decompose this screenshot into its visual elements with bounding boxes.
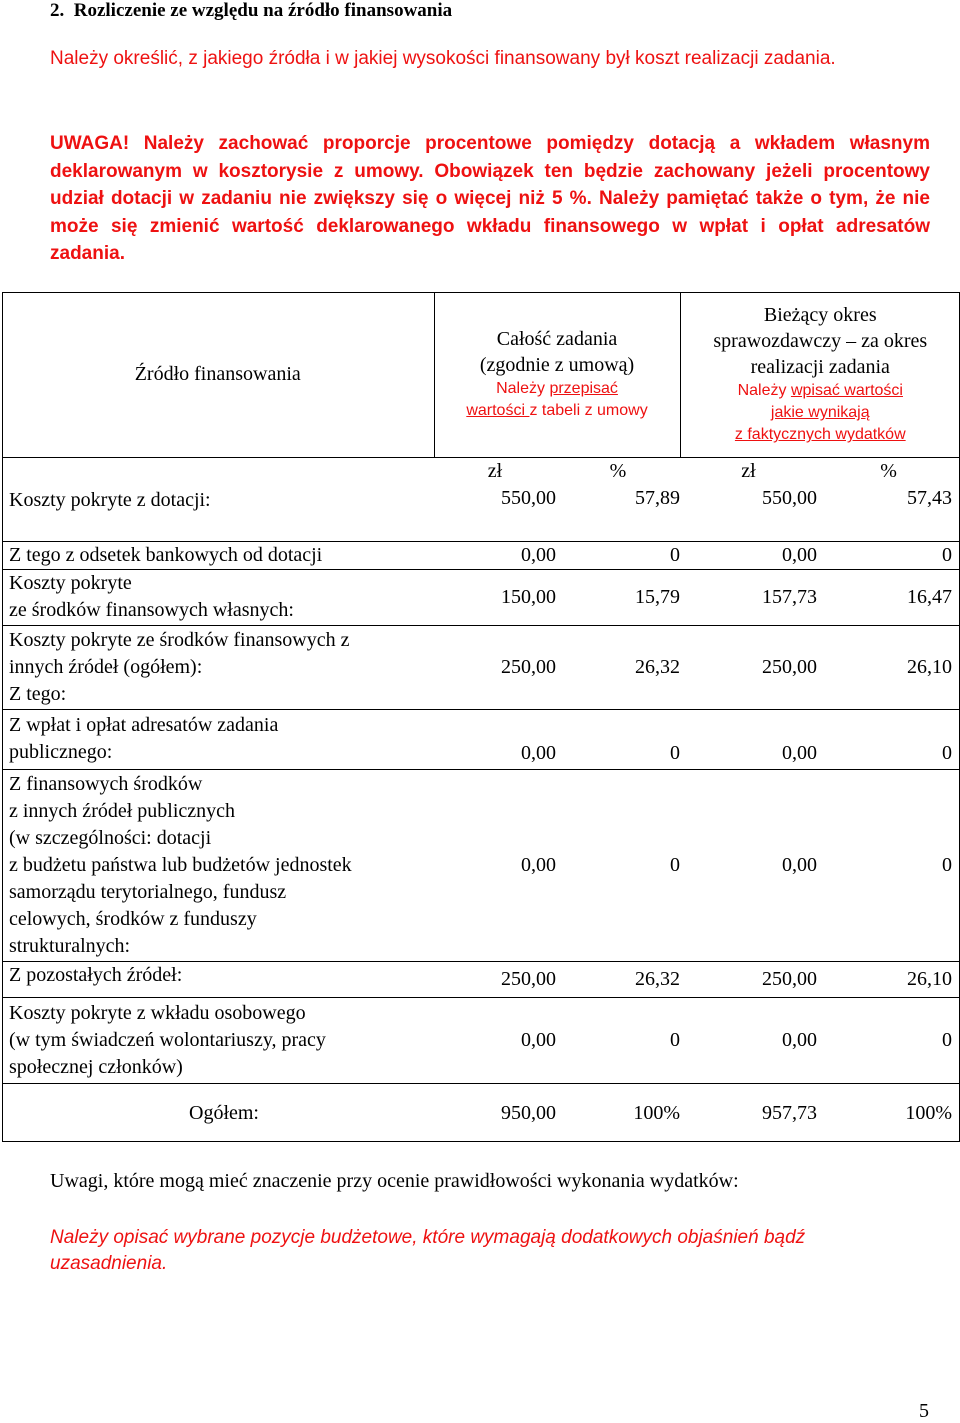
- table-row: Koszty pokryte z wkładu osobowego (w tym świadczeń wolontariuszy, pracy społecznej członków) 0,00 0 0,00 0: [2, 997, 960, 1083]
- header-total-note: Należy przepisać wartości z tabeli z umowy: [466, 380, 648, 420]
- row-label: Koszty pokryte ze środków finansowych własnych:: [2, 569, 434, 625]
- intro-instruction: Należy określić, z jakiego źródła i w jakiej wysokości finansowany był koszt realizacji zadania.: [50, 48, 836, 69]
- header-total: Całość zadania (zgodnie z umową) Należy przepisać wartości z tabeli z umowy: [434, 292, 680, 457]
- row-label: Z finansowych środków z innych źródeł publicznych (w szczególności: dotacji z budżetu państwa lub budżetów jednostek samorządu terytorialnego, fundusz celowych, środków z funduszy strukturalnych:: [2, 769, 434, 961]
- table-row: Z wpłat i opłat adresatów zadania publicznego: 0,00 0 0,00 0: [2, 709, 960, 769]
- table-row: Z pozostałych źródeł: 250,00 26,32 250,00 26,10: [2, 961, 960, 997]
- table-header-row: [2, 292, 960, 457]
- row-label: Koszty pokryte ze środków finansowych z innych źródeł (ogółem): Z tego:: [2, 625, 434, 709]
- section-heading: 2. Rozliczenie ze względu na źródło finansowania: [50, 0, 453, 21]
- row-label: Z pozostałych źródeł:: [2, 961, 434, 997]
- table-row: Koszty pokryte z dotacji: 550,00 57,89 550,00 57,43: [2, 485, 960, 541]
- row-label: Z wpłat i opłat adresatów zadania publicznego:: [2, 709, 434, 769]
- table-row: Koszty pokryte ze środków finansowych z innych źródeł (ogółem): Z tego: 250,00 26,32 250,00 26,10: [2, 625, 960, 709]
- table-row: Koszty pokryte ze środków finansowych własnych: 150,00 15,79 157,73 16,47: [2, 569, 960, 625]
- warning-note: UWAGA! Należy zachować proporcje procentowe pomiędzy dotacją a wkładem własnym deklarowanym w kosztorysie z umowy. Obowiązek ten będzie zachowany jeżeli procentowy udział dotacji w zadaniu nie zwiększy się o więcej niż 5 %. Należy pamiętać także o tym, że nie może się zmienić wartość deklarowanego wkładu finansowego w wpłat i opłat adresatów zadania.: [50, 133, 930, 264]
- units-row: [2, 457, 960, 485]
- row-label: Koszty pokryte z wkładu osobowego (w tym świadczeń wolontariuszy, pracy społecznej członków): [2, 997, 434, 1083]
- unit-zl: zł: [680, 457, 817, 485]
- remarks-title: Uwagi, które mogą mieć znaczenie przy ocenie prawidłowości wykonania wydatków:: [50, 1170, 739, 1192]
- row-label: Z tego z odsetek bankowych od dotacji: [2, 541, 434, 569]
- total-label: Ogółem:: [2, 1083, 434, 1144]
- unit-zl: zł: [434, 457, 556, 485]
- header-period-note: Należy wpisać wartości jakie wynikają z faktycznych wydatków: [734, 382, 906, 444]
- remarks-instruction: Należy opisać wybrane pozycje budżetowe, które wymagają dodatkowych objaśnień bądź uzasadnienia.: [50, 1227, 806, 1274]
- table-row: Z finansowych środków z innych źródeł publicznych (w szczególności: dotacji z budżetu państwa lub budżetów jednostek samorządu terytorialnego, fundusz celowych, środków z funduszy strukturalnych: 0,00 0 0,00 0: [2, 769, 960, 961]
- header-period: Bieżący okres sprawozdawczy – za okres realizacji zadania Należy wpisać wartości jakie wynikają z faktycznych wydatków: [680, 292, 960, 457]
- financing-table: [2, 292, 960, 1144]
- header-source: Źródło finansowania: [2, 292, 434, 457]
- unit-percent: %: [556, 457, 680, 485]
- table-row: Z tego z odsetek bankowych od dotacji 0,00 0 0,00 0: [2, 541, 960, 569]
- page-number: 5: [919, 1400, 929, 1422]
- row-label: Koszty pokryte z dotacji:: [9, 489, 211, 511]
- unit-percent: %: [817, 457, 960, 485]
- total-row: Ogółem: 950,00 100% 957,73 100%: [2, 1083, 960, 1144]
